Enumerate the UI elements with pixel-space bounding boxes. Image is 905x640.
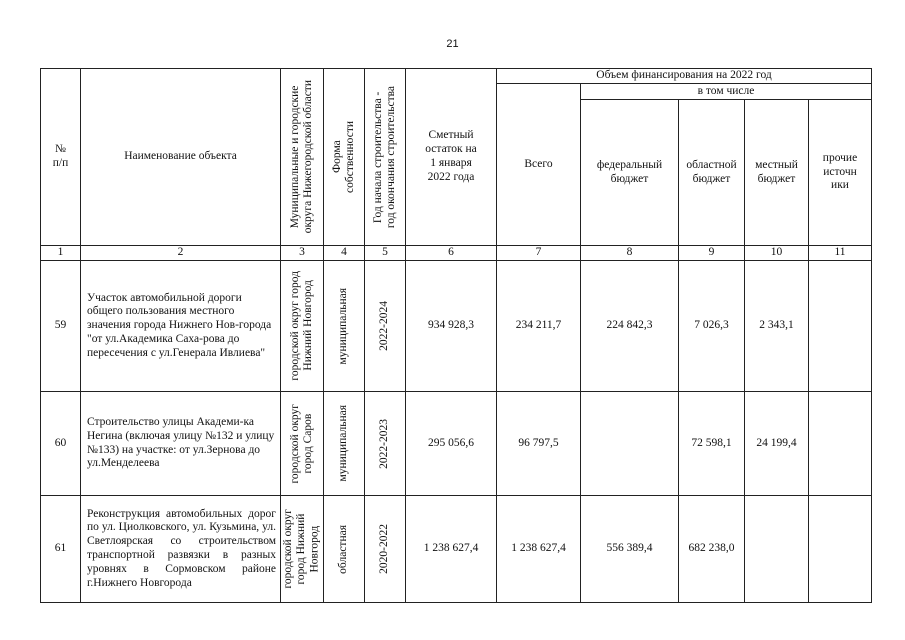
local-cell: 24 199,4 <box>745 392 809 496</box>
regional-cell: 682 238,0 <box>679 496 745 603</box>
column-numbers-row <box>41 246 872 261</box>
column-number: 6 <box>406 246 497 261</box>
local-cell <box>745 496 809 603</box>
row-num: 60 <box>41 392 81 496</box>
estimate-cell: 934 928,3 <box>406 261 497 392</box>
municipality-cell: городской округ город Нижний Новгород <box>281 261 324 392</box>
column-number: 2 <box>81 246 281 261</box>
header-local: местный бюджет <box>745 100 809 246</box>
object-name: Строительство улицы Академи-ка Негина (включая улицу №132 и улицу №133) на участке: от ул.Зернова до ул.Менделеева <box>81 392 281 496</box>
ownership-cell: областная <box>324 496 365 603</box>
other-cell <box>809 496 872 603</box>
row-num: 61 <box>41 496 81 603</box>
header-federal: федеральный бюджет <box>581 100 679 246</box>
header-financing: Объем финансирования на 2022 год <box>497 69 872 84</box>
table-row <box>41 261 872 392</box>
years-cell: 2022-2023 <box>365 392 406 496</box>
years-cell: 2020-2022 <box>365 496 406 603</box>
federal-cell: 224 842,3 <box>581 261 679 392</box>
header-other: прочие источн ики <box>809 100 872 246</box>
table-row <box>41 392 872 496</box>
ownership-cell: муниципальная <box>324 392 365 496</box>
local-cell: 2 343,1 <box>745 261 809 392</box>
regional-cell: 7 026,3 <box>679 261 745 392</box>
header-form: Форма собственности <box>324 69 365 246</box>
other-cell <box>809 392 872 496</box>
total-cell: 1 238 627,4 <box>497 496 581 603</box>
financing-table <box>40 68 872 603</box>
column-number: 3 <box>281 246 324 261</box>
column-number: 5 <box>365 246 406 261</box>
object-name: Участок автомобильной дороги общего пользования местного значения города Нижнего Нов-города "от ул.Академика Саха-рова до пересечения с ул.Генерала Ивлиева" <box>81 261 281 392</box>
ownership-cell: муниципальная <box>324 261 365 392</box>
column-number: 9 <box>679 246 745 261</box>
years-cell: 2022-2024 <box>365 261 406 392</box>
federal-cell <box>581 392 679 496</box>
municipality-cell: городской округ город Саров <box>281 392 324 496</box>
header-num: № п/п <box>41 69 81 246</box>
municipality-cell: городской округ город Нижний Новгород <box>281 496 324 603</box>
header-total: Всего <box>497 84 581 246</box>
header-municipality: Муниципальные и городские округа Нижегородской области <box>281 69 324 246</box>
header-including: в том числе <box>581 84 872 100</box>
estimate-cell: 1 238 627,4 <box>406 496 497 603</box>
federal-cell: 556 389,4 <box>581 496 679 603</box>
column-number: 10 <box>745 246 809 261</box>
page-number: 21 <box>446 38 459 50</box>
header-regional: областной бюджет <box>679 100 745 246</box>
estimate-cell: 295 056,6 <box>406 392 497 496</box>
total-cell: 234 211,7 <box>497 261 581 392</box>
column-number: 4 <box>324 246 365 261</box>
header-estimate: Сметный остаток на 1 января 2022 года <box>406 69 497 246</box>
column-number: 7 <box>497 246 581 261</box>
header-years: Год начала строительства - год окончания строительства <box>365 69 406 246</box>
regional-cell: 72 598,1 <box>679 392 745 496</box>
column-number: 1 <box>41 246 81 261</box>
column-number: 8 <box>581 246 679 261</box>
column-number: 11 <box>809 246 872 261</box>
object-name: Реконструкция автомобильных дорог по ул. Циолковского, ул. Кузьмина, ул. Светлоярская со строительством транспортной развязки в разных уровнях в Сормовском районе г.Нижнего Новгорода <box>81 496 281 603</box>
table-row <box>41 496 872 603</box>
other-cell <box>809 261 872 392</box>
header-name: Наименование объекта <box>81 69 281 246</box>
total-cell: 96 797,5 <box>497 392 581 496</box>
row-num: 59 <box>41 261 81 392</box>
